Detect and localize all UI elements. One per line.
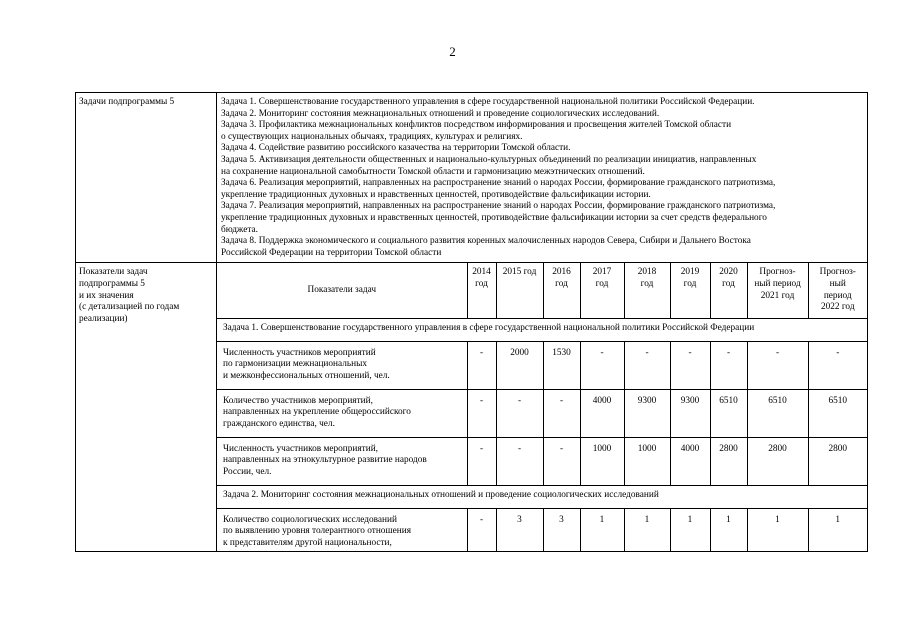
text-line: 2021 год xyxy=(760,290,795,301)
indicator-value: 1 xyxy=(710,508,747,551)
indicator-value: - xyxy=(580,341,624,389)
indicator-value: 3 xyxy=(496,508,543,551)
tasks-row xyxy=(76,93,868,263)
text-line: (с детализацией по годам xyxy=(79,302,180,313)
tasks-label: Задачи подпрограммы 5 xyxy=(76,93,217,263)
indicator-value: 6510 xyxy=(808,389,867,437)
task-section-row xyxy=(217,318,867,341)
indicator-value: - xyxy=(808,341,867,389)
indicator-value: - xyxy=(747,341,808,389)
passport-table xyxy=(75,92,868,552)
page-number: 2 xyxy=(449,44,456,59)
text-line: и их значения xyxy=(79,290,134,301)
year-column-header xyxy=(467,263,496,318)
text-line: 2017 xyxy=(592,267,612,278)
indicator-value: - xyxy=(543,389,580,437)
text-line: 2020 xyxy=(719,267,738,278)
indicators-cell xyxy=(217,263,868,552)
indicator-value: 1 xyxy=(670,508,710,551)
indicators-table xyxy=(217,263,867,551)
text-line: реализации) xyxy=(79,313,128,324)
indicator-value: - xyxy=(496,437,543,485)
text-line: год xyxy=(640,278,654,289)
text-line: 2018 xyxy=(637,267,657,278)
task-section-title: Задача 1. Совершенствование государственного управления в сфере государственной национальной политики Российской Федерации xyxy=(217,318,867,341)
text-line: направленных на укрепление общероссийского xyxy=(223,407,411,418)
indicator-value: - xyxy=(467,389,496,437)
text-line: год xyxy=(683,278,697,289)
text-line: по гармонизации межнациональных xyxy=(223,359,367,370)
indicator-row xyxy=(217,437,867,485)
text-line: Количество участников мероприятий, xyxy=(223,395,373,406)
text-line: на сохранение национальной самобытности Томской области и гармонизацию межэтнических отношений. xyxy=(221,166,645,177)
tasks-list xyxy=(217,93,868,263)
text-line: о существующих национальных обычаях, традициях, культурах и религиях. xyxy=(221,131,523,142)
text-line: направленных на этнокультурное развитие народов xyxy=(223,455,427,466)
indicator-row xyxy=(217,508,867,551)
indicators-header-row xyxy=(217,263,867,318)
indicator-value: 2800 xyxy=(710,437,747,485)
text-line: к представителям другой национальности, xyxy=(223,537,392,548)
year-column-header xyxy=(710,263,747,318)
indicator-row xyxy=(217,341,867,389)
indicator-value: - xyxy=(496,389,543,437)
text-line: Прогноз- xyxy=(759,267,796,278)
text-line: и межконфессиональных отношений, чел. xyxy=(223,370,390,381)
indicator-value: 1 xyxy=(747,508,808,551)
text-line: период xyxy=(823,290,852,301)
indicators-label xyxy=(76,263,217,552)
text-line: ный xyxy=(829,278,846,289)
text-line: Задача 1. Совершенствование государственного управления в сфере государственной национальной политики Российской Федерации. xyxy=(221,97,755,107)
indicator-value: 9300 xyxy=(624,389,670,437)
indicator-value: 2000 xyxy=(496,341,543,389)
text-line: ный период xyxy=(754,278,801,289)
indicator-value: 6510 xyxy=(747,389,808,437)
text-line: подпрограммы 5 xyxy=(79,278,145,289)
indicator-value: - xyxy=(467,508,496,551)
text-line: России, чел. xyxy=(223,466,272,477)
text-line: Задача 4. Содействие развитию российского казачества на территории Томской области. xyxy=(221,143,571,154)
text-line: 2019 xyxy=(680,267,700,278)
indicator-name xyxy=(217,389,467,437)
text-line: 2014 xyxy=(472,267,491,278)
indicator-value: 6510 xyxy=(710,389,747,437)
text-line: Показатели задач xyxy=(79,267,148,278)
text-line: гражданского единства, чел. xyxy=(223,418,335,429)
text-line: Задача 8. Поддержка экономического и социального развития коренных малочисленных народов Севера, Сибири и Дальнего Востока xyxy=(221,236,751,247)
text-line: бюджета. xyxy=(221,224,258,235)
text-line: год xyxy=(475,278,488,289)
indicator-value: - xyxy=(467,341,496,389)
text-line: укрепление традиционных духовных и нравственных ценностей, противодействие фальсификации истории. xyxy=(221,189,651,200)
text-line: 2022 год xyxy=(820,302,855,313)
indicator-value: 1 xyxy=(808,508,867,551)
text-line: Задача 7. Реализация мероприятий, направленных на распространение знаний о народах России, формирование гражданского патриотизма, xyxy=(221,201,776,212)
indicator-value: - xyxy=(710,341,747,389)
year-column-header xyxy=(496,263,543,318)
year-column-header xyxy=(543,263,580,318)
text-line: 2015 год xyxy=(502,267,537,278)
indicator-value: 1 xyxy=(580,508,624,551)
indicator-value: - xyxy=(543,437,580,485)
text-line: год xyxy=(595,278,609,289)
text-line: Задача 3. Профилактика межнациональных конфликтов посредством информирования и просвещения жителей Томской области xyxy=(221,120,732,131)
indicator-value: 1 xyxy=(624,508,670,551)
text-line: Российской Федерации на территории Томской области xyxy=(221,247,442,258)
indicator-value: 2800 xyxy=(747,437,808,485)
text-line: Количество социологических исследований xyxy=(223,514,397,525)
indicator-name xyxy=(217,508,467,551)
indicator-name xyxy=(217,341,467,389)
task-section-title: Задача 2. Мониторинг состояния межнациональных отношений и проведение социологических исследований xyxy=(217,485,867,508)
year-column-header xyxy=(580,263,624,318)
text-line: Численность участников мероприятий, xyxy=(223,443,379,454)
text-line: год xyxy=(722,278,735,289)
text-line: Прогноз- xyxy=(819,267,856,278)
text-line: по выявлению уровня толерантного отношения xyxy=(223,526,411,537)
indicator-value: 1530 xyxy=(543,341,580,389)
indicator-value: 1000 xyxy=(580,437,624,485)
year-column-header xyxy=(747,263,808,318)
indicator-value: 3 xyxy=(543,508,580,551)
indicator-column-header: Показатели задач xyxy=(217,263,467,318)
indicators-row xyxy=(76,263,868,552)
year-column-header xyxy=(670,263,710,318)
text-line: Задача 5. Активизация деятельности общественных и национально-культурных объединений по реализации инициатив, направленных xyxy=(221,154,757,165)
year-column-header xyxy=(808,263,867,318)
text-line: укрепление традиционных духовных и нравственных ценностей, противодействие фальсификации истории за счет средств федерального xyxy=(221,212,767,223)
text-line: год xyxy=(555,278,568,289)
text-line: Численность участников мероприятий xyxy=(223,347,376,358)
indicator-name xyxy=(217,437,467,485)
indicator-value: 9300 xyxy=(670,389,710,437)
indicator-value: 4000 xyxy=(670,437,710,485)
text-line: 2016 xyxy=(552,267,571,278)
indicator-value: 1000 xyxy=(624,437,670,485)
indicator-value: - xyxy=(467,437,496,485)
indicator-value: - xyxy=(624,341,670,389)
indicator-value: 4000 xyxy=(580,389,624,437)
text-line: Задача 2. Мониторинг состояния межнациональных отношений и проведение социологических исследований. xyxy=(221,108,660,119)
text-line: Задача 6. Реализация мероприятий, направленных на распространение знаний о народах России, формирование гражданского патриотизма, xyxy=(221,178,776,189)
indicator-value: - xyxy=(670,341,710,389)
year-column-header xyxy=(624,263,670,318)
indicator-value: 2800 xyxy=(808,437,867,485)
indicator-row xyxy=(217,389,867,437)
task-section-row xyxy=(217,485,867,508)
